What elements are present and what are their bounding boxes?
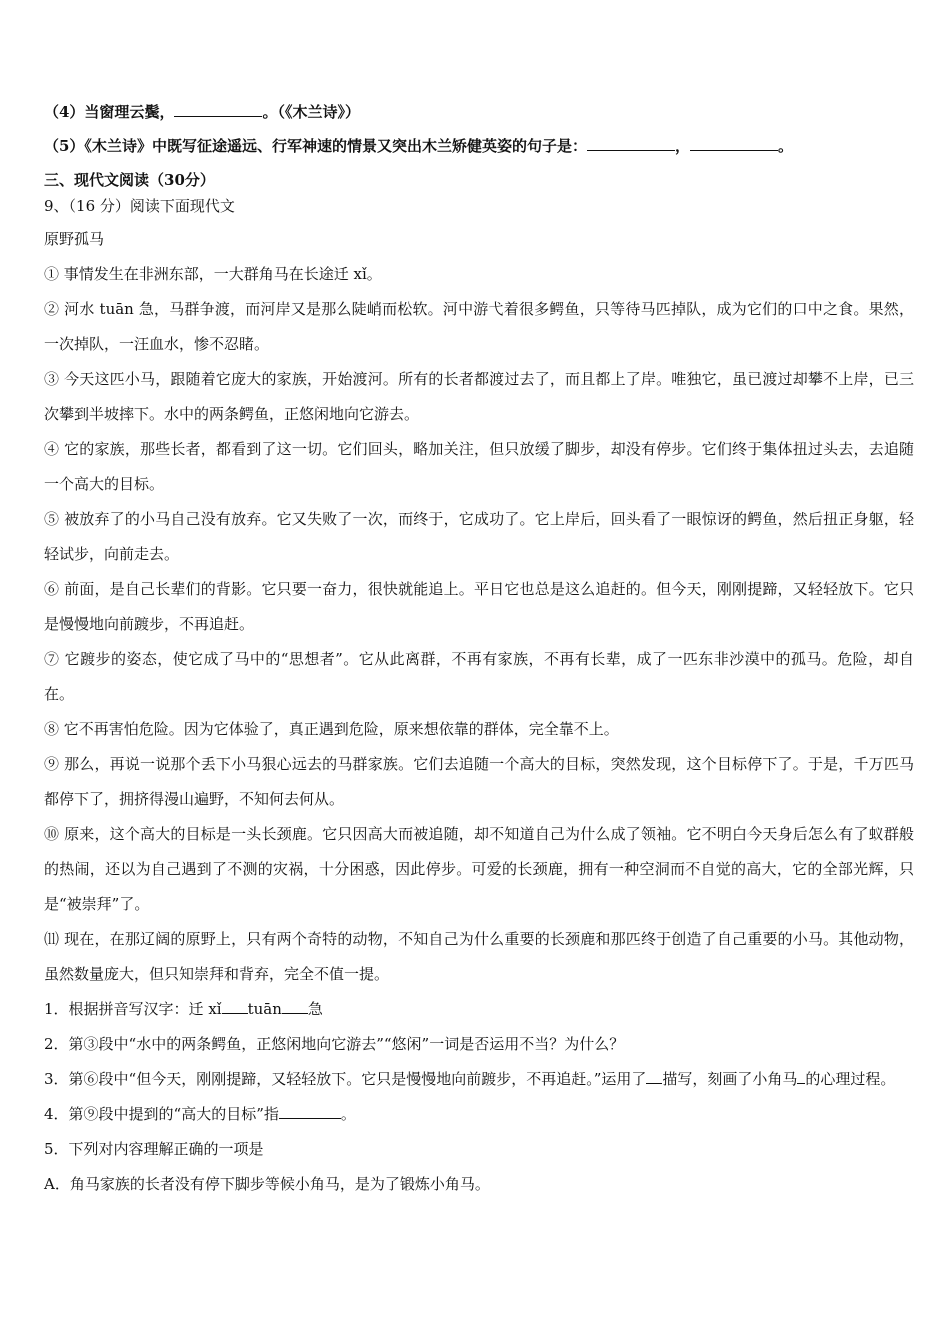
question-3 <box>44 1062 914 1097</box>
answer-blank[interactable] <box>279 1104 341 1119</box>
q3-suffix: 的心理过程。 <box>805 1070 896 1088</box>
question-4 <box>44 1097 914 1132</box>
option-a[interactable]: A．角马家族的长者没有停下脚步等候小角马，是为了锻炼小角马。 <box>44 1175 490 1193</box>
paragraph-2: ② 河水 tuān 急，马群争渡，而河岸又是那么陡峭而松软。河中游弋着很多鳄鱼，只等待马匹掉队，成为它们的口中之食。果然，一次掉队，一汪血水，惨不忍睹。 <box>44 300 914 353</box>
q1-pinyin: tuān <box>247 1000 282 1018</box>
paragraph-10: ⑩ 原来，这个高大的目标是一头长颈鹿。它只因高大而被追随，却不知道自己为什么成了领袖。它不明白今天身后怎么有了蚁群般的热闹，还以为自己遇到了不测的灾祸，十分困惑，因此停步。可爱的长颈鹿，拥有一种空洞而不自觉的高大，它的全部光辉，只是“被崇拜”了。 <box>44 825 914 913</box>
answer-blank[interactable] <box>690 136 778 151</box>
paragraph-7: ⑦ 它踱步的姿态，使它成了马中的“思想者”。它从此离群，不再有家族，不再有长辈，成了一匹东非沙漠中的孤马。危险，却自在。 <box>44 650 914 703</box>
item4-source: 。（《木兰诗》） <box>262 103 360 121</box>
answer-blank[interactable] <box>646 1069 662 1084</box>
item5-comma: ， <box>674 137 690 155</box>
paragraph-8: ⑧ 它不再害怕危险。因为它体验了，真正遇到危险，原来想依靠的群体，完全靠不上。 <box>44 720 619 738</box>
question-1 <box>44 992 914 1027</box>
paragraph-1: ① 事情发生在非洲东部，一大群角马在长途迁 xǐ。 <box>44 265 382 283</box>
q4-text: 4．第⑨段中提到的“高大的目标”指 <box>44 1105 279 1123</box>
section-heading: 三、现代文阅读（30分） <box>44 171 215 189</box>
answer-blank[interactable] <box>282 999 308 1014</box>
answer-blank[interactable] <box>222 999 248 1014</box>
article <box>44 222 914 1202</box>
poetry-item-5 <box>44 136 793 156</box>
paragraph-9: ⑨ 那么，再说一说那个丢下小马狠心远去的马群家族。它们去追随一个高大的目标，突然发现，这个目标停下了。于是，千万匹马都停下了，拥挤得漫山遍野，不知何去何从。 <box>44 755 914 808</box>
question-5: 5．下列对内容理解正确的一项是 <box>44 1140 264 1158</box>
answer-blank[interactable] <box>174 102 262 117</box>
q1-text: 1．根据拼音写汉字：迁 xǐ <box>44 1000 222 1018</box>
article-title: 原野孤马 <box>44 230 105 248</box>
question-2: 2．第③段中“水中的两条鳄鱼，正悠闲地向它游去”“悠闲”一词是否运用不当？为什么？ <box>44 1035 625 1053</box>
paragraph-3: ③ 今天这匹小马，跟随着它庞大的家族，开始渡河。所有的长者都渡过去了，而且都上了岸。唯独它，虽已渡过却攀不上岸，已三次攀到半坡摔下。水中的两条鳄鱼，正悠闲地向它游去。 <box>44 370 914 423</box>
paragraph-6: ⑥ 前面，是自己长辈们的背影。它只要一奋力，很快就能追上。平日它也总是这么追赶的。但今天，刚刚提蹄，又轻轻放下。它只是慢慢地向前踱步，不再追赶。 <box>44 580 914 633</box>
q4-suffix: 。 <box>340 1105 356 1123</box>
item5-text: （5）《木兰诗》中既写征途遥远、行军神速的情景又突出木兰矫健英姿的句子是： <box>44 137 587 155</box>
paragraph-11: ⑾ 现在，在那辽阔的原野上，只有两个奇特的动物，不知自己为什么重要的长颈鹿和那匹终于创造了自己重要的小马。其他动物，虽然数量庞大，但只知崇拜和背弃，完全不值一提。 <box>44 930 914 983</box>
item4-text: （4）当窗理云鬓， <box>44 103 175 121</box>
item5-period: 。 <box>777 137 793 155</box>
paragraph-4: ④ 它的家族，那些长者，都看到了这一切。它们回头，略加关注，但只放缓了脚步，却没有停步。它们终于集体扭过头去，去追随一个高大的目标。 <box>44 440 914 493</box>
question-intro: 9、（16 分）阅读下面现代文 <box>44 197 235 215</box>
answer-blank[interactable] <box>587 136 675 151</box>
paragraph-5: ⑤ 被放弃了的小马自己没有放弃。它又失败了一次，而终于，它成功了。它上岸后，回头看了一眼惊讶的鳄鱼，然后扭正身躯，轻轻试步，向前走去。 <box>44 510 914 563</box>
q3-mid: 描写，刻画了小角马 <box>662 1070 798 1088</box>
poetry-item-4 <box>44 102 360 122</box>
q1-suffix: 急 <box>307 1000 323 1018</box>
q3-text: 3．第⑥段中“但今天，刚刚提蹄，又轻轻放下。它只是慢慢地向前踱步，不再追赶。”运用了 <box>44 1070 647 1088</box>
